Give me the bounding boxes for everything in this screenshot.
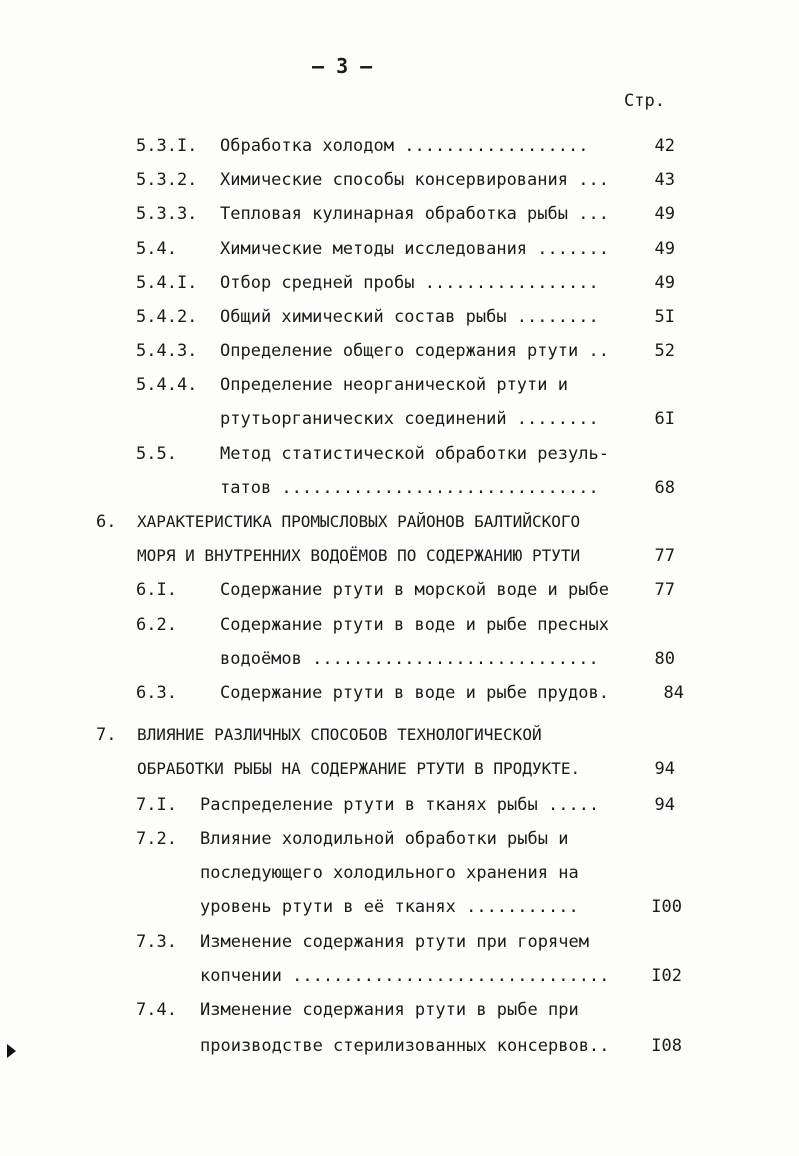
entry-page: 43 — [654, 170, 675, 190]
entry-title: Определение общего содержания ртути .. — [220, 341, 609, 361]
section-title: ХАРАКТЕРИСТИКА ПРОМЫСЛОВЫХ РАЙОНОВ БАЛТИЙСКОГО — [137, 512, 581, 531]
entry-page: 49 — [654, 239, 675, 259]
entry-number: 5.5. — [136, 444, 177, 464]
entry-page: 49 — [654, 273, 675, 293]
entry-number: 6.I. — [136, 580, 177, 600]
entry-title: копчении ............................... — [200, 966, 610, 986]
entry-title: Изменение содержания ртути в рыбе при — [200, 1000, 579, 1020]
entry-title: последующего холодильного хранения на — [200, 863, 579, 883]
margin-arrow-icon — [7, 1044, 16, 1058]
entry-title: Метод статистической обработки резуль- — [220, 444, 609, 464]
page-number: – 3 – — [312, 54, 373, 78]
entry-page: I08 — [651, 1036, 682, 1056]
entry-title: Содержание ртути в воде и рыбе прудов. — [220, 683, 609, 703]
entry-number: 7.4. — [136, 1000, 177, 1020]
section-title: МОРЯ И ВНУТРЕННИХ ВОДОЁМОВ ПО СОДЕРЖАНИЮ РТУТИ — [137, 546, 581, 565]
entry-page: I00 — [651, 897, 682, 917]
entry-title: Содержание ртути в морской воде и рыбе — [220, 580, 609, 600]
entry-title: Влияние холодильной обработки рыбы и — [200, 829, 569, 849]
section-number: 7. — [96, 725, 117, 745]
entry-title: Распределение ртути в тканях рыбы ..... — [200, 795, 600, 815]
entry-number: 6.2. — [136, 615, 177, 635]
section-title: ВЛИЯНИЕ РАЗЛИЧНЫХ СПОСОБОВ ТЕХНОЛОГИЧЕСКОЙ — [137, 725, 542, 744]
entry-page: 42 — [654, 136, 675, 156]
entry-page: 77 — [654, 546, 675, 566]
entry-page: 94 — [654, 795, 675, 815]
entry-number: 5.4.3. — [136, 341, 198, 361]
entry-page: 80 — [654, 649, 675, 669]
entry-title: Тепловая кулинарная обработка рыбы ... — [220, 204, 609, 224]
entry-number: 5.4.2. — [136, 307, 198, 327]
section-title: ОБРАБОТКИ РЫБЫ НА СОДЕРЖАНИЕ РТУТИ В ПРОДУКТЕ. — [137, 759, 581, 778]
page-column-label: Стр. — [624, 91, 665, 111]
entry-number: 5.3.2. — [136, 170, 198, 190]
entry-number: 5.4.I. — [136, 273, 198, 293]
entry-title: Изменение содержания ртути при горячем — [200, 932, 589, 952]
entry-number: 7.2. — [136, 829, 177, 849]
section-number: 6. — [96, 512, 117, 532]
entry-number: 5.4. — [136, 239, 177, 259]
entry-page: 77 — [654, 580, 675, 600]
entry-title: Отбор средней пробы ................. — [220, 273, 599, 293]
entry-title: водоёмов ............................ — [220, 649, 599, 669]
entry-title: татов ............................... — [220, 478, 599, 498]
entry-page: I02 — [651, 966, 682, 986]
entry-page: 52 — [654, 341, 675, 361]
entry-title: ртутьорганических соединений ........ — [220, 409, 599, 429]
entry-number: 6.3. — [136, 683, 177, 703]
entry-number: 5.4.4. — [136, 375, 198, 395]
entry-title: уровень ртути в её тканях ........... — [200, 897, 579, 917]
entry-title: Обработка холодом .................. — [220, 136, 589, 156]
entry-title: Химические методы исследования ....... — [220, 239, 609, 259]
entry-number: 5.3.3. — [136, 204, 198, 224]
entry-title: Содержание ртути в воде и рыбе пресных — [220, 615, 609, 635]
entry-number: 7.3. — [136, 932, 177, 952]
entry-title: Общий химический состав рыбы ........ — [220, 307, 599, 327]
entry-number: 7.I. — [136, 795, 177, 815]
entry-page: 84 — [663, 683, 684, 703]
entry-page: 94 — [654, 759, 675, 779]
entry-number: 5.3.I. — [136, 136, 198, 156]
entry-title: Химические способы консервирования ... — [220, 170, 609, 190]
entry-title: производстве стерилизованных консервов.. — [200, 1036, 610, 1056]
entry-page: 5I — [654, 307, 675, 327]
entry-page: 49 — [654, 204, 675, 224]
entry-page: 6I — [654, 409, 675, 429]
entry-title: Определение неорганической ртути и — [220, 375, 568, 395]
entry-page: 68 — [654, 478, 675, 498]
